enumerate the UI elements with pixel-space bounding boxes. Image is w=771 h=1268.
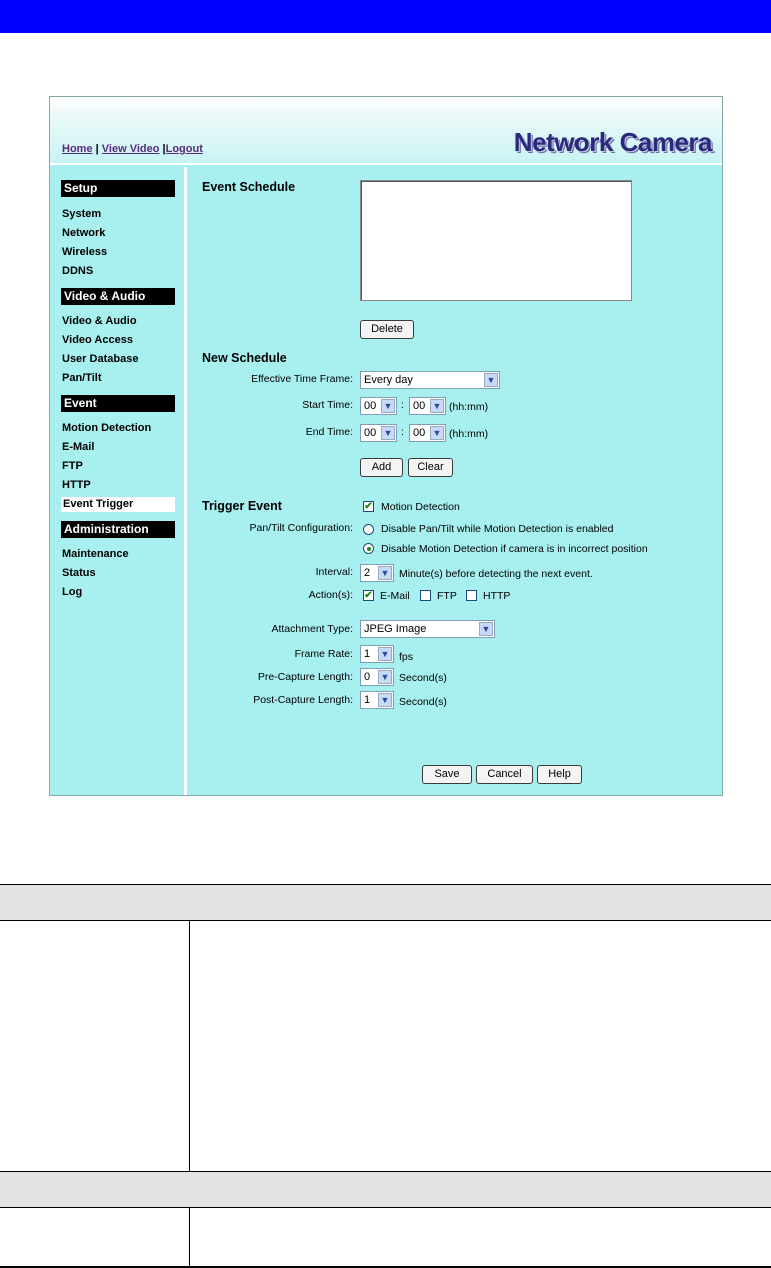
- view-video-link[interactable]: View Video: [101, 143, 160, 155]
- chevron-down-icon: ▼: [430, 399, 444, 413]
- http-action-label: HTTP: [483, 590, 511, 602]
- end-minute-select[interactable]: [409, 424, 446, 442]
- time-frame-select[interactable]: [360, 371, 500, 389]
- pre-capture-value: 0: [364, 671, 371, 683]
- start-minute-value: 00: [413, 400, 426, 412]
- post-capture-unit: Second(s): [399, 696, 447, 708]
- new-schedule-heading: New Schedule: [202, 351, 287, 365]
- end-time-label: End Time:: [305, 426, 353, 438]
- start-hour-select[interactable]: [360, 397, 397, 415]
- start-time-label: Start Time:: [302, 399, 353, 411]
- trigger-event-heading: Trigger Event: [202, 499, 282, 513]
- column-divider: [189, 1208, 190, 1266]
- header-nav: [62, 143, 203, 155]
- sidebar-item-email[interactable]: E-Mail: [62, 441, 95, 453]
- sidebar-item-ddns[interactable]: DDNS: [62, 265, 94, 277]
- column-divider: [189, 921, 190, 1171]
- start-hhmm-hint: (hh:mm): [449, 401, 489, 413]
- pre-capture-select[interactable]: [360, 668, 394, 686]
- ui-header: [50, 97, 722, 165]
- sidebar-item-network[interactable]: Network: [62, 227, 106, 239]
- pre-capture-unit: Second(s): [399, 672, 447, 684]
- actions-label: Action(s):: [308, 589, 353, 601]
- event-schedule-heading: Event Schedule: [202, 180, 296, 194]
- chevron-down-icon: ▼: [381, 426, 395, 440]
- table-header-row: [0, 884, 771, 921]
- ftp-action-label: FTP: [437, 590, 457, 602]
- sidebar-item-log[interactable]: Log: [62, 586, 83, 598]
- add-button[interactable]: Add: [360, 458, 403, 477]
- sidebar-item-motion-detection[interactable]: Motion Detection: [62, 422, 152, 434]
- sidebar-item-system[interactable]: System: [62, 208, 102, 220]
- section-video-audio: Video & Audio: [61, 288, 175, 305]
- end-hour-select[interactable]: [360, 424, 397, 442]
- start-minute-select[interactable]: [409, 397, 446, 415]
- chevron-down-icon: ▼: [378, 693, 392, 707]
- pan-tilt-option2-radio[interactable]: [363, 543, 374, 554]
- pan-tilt-option2-label: Disable Motion Detection if camera is in incorrect position: [381, 543, 648, 555]
- pre-capture-label: Pre-Capture Length:: [257, 671, 353, 683]
- interval-select[interactable]: [360, 564, 394, 582]
- delete-button[interactable]: Delete: [360, 320, 414, 339]
- sidebar: [50, 167, 187, 795]
- sidebar-item-user-database[interactable]: User Database: [62, 353, 139, 365]
- chevron-down-icon: ▼: [430, 426, 444, 440]
- end-hhmm-hint: (hh:mm): [449, 428, 489, 440]
- link-separator: |: [162, 143, 166, 155]
- motion-detection-label: Motion Detection: [381, 501, 460, 513]
- email-action-label: E-Mail: [380, 590, 410, 602]
- frame-rate-select[interactable]: [360, 645, 394, 663]
- chevron-down-icon: ▼: [381, 399, 395, 413]
- post-capture-select[interactable]: [360, 691, 394, 709]
- post-capture-value: 1: [364, 694, 371, 706]
- home-link[interactable]: Home: [62, 143, 93, 155]
- end-minute-value: 00: [413, 427, 426, 439]
- brand-logo: Network Camera: [513, 127, 712, 157]
- table-section-row: [0, 1171, 771, 1208]
- description-table: [0, 884, 771, 1268]
- section-event: Event: [61, 395, 175, 412]
- ftp-action-checkbox[interactable]: [420, 590, 431, 601]
- end-hour-value: 00: [364, 427, 377, 439]
- help-button[interactable]: Help: [537, 765, 582, 784]
- time-frame-value: Every day: [364, 374, 413, 386]
- attachment-type-select[interactable]: [360, 620, 495, 638]
- section-setup: Setup: [61, 180, 175, 197]
- logout-link[interactable]: Logout: [165, 143, 203, 155]
- frame-rate-value: 1: [364, 648, 371, 660]
- sidebar-item-maintenance[interactable]: Maintenance: [62, 548, 129, 560]
- time-colon: :: [401, 399, 404, 411]
- pan-tilt-option1-label: Disable Pan/Tilt while Motion Detection is enabled: [381, 523, 614, 535]
- start-hour-value: 00: [364, 400, 377, 412]
- attachment-type-value: JPEG Image: [364, 623, 427, 635]
- main-panel: [191, 167, 722, 795]
- save-button[interactable]: Save: [422, 765, 472, 784]
- link-separator: |: [95, 143, 99, 155]
- top-banner: [0, 0, 771, 33]
- interval-suffix: Minute(s) before detecting the next event.: [399, 568, 593, 580]
- sidebar-item-wireless[interactable]: Wireless: [62, 246, 108, 258]
- pan-tilt-option1-radio[interactable]: [363, 524, 374, 535]
- sidebar-item-http[interactable]: HTTP: [62, 479, 91, 491]
- chevron-down-icon: ▼: [484, 373, 498, 387]
- post-capture-label: Post-Capture Length:: [253, 694, 353, 706]
- sidebar-item-ftp[interactable]: FTP: [62, 460, 83, 472]
- chevron-down-icon: ▼: [378, 647, 392, 661]
- time-colon: :: [401, 426, 404, 438]
- motion-detection-checkbox[interactable]: ✔: [364, 501, 373, 512]
- sidebar-item-status[interactable]: Status: [62, 567, 96, 579]
- cancel-button[interactable]: Cancel: [476, 765, 533, 784]
- sidebar-item-event-trigger[interactable]: Event Trigger: [61, 497, 175, 512]
- interval-label: Interval:: [315, 566, 353, 578]
- sidebar-item-video-audio[interactable]: Video & Audio: [62, 315, 137, 327]
- time-frame-label: Effective Time Frame:: [251, 373, 353, 385]
- http-action-checkbox[interactable]: [466, 590, 477, 601]
- pan-tilt-config-label: Pan/Tilt Configuration:: [249, 522, 353, 534]
- attachment-type-label: Attachment Type:: [271, 623, 353, 635]
- chevron-down-icon: ▼: [378, 566, 392, 580]
- sidebar-item-video-access[interactable]: Video Access: [62, 334, 133, 346]
- frame-rate-unit: fps: [399, 651, 414, 663]
- email-action-checkbox[interactable]: ✔: [364, 590, 373, 601]
- chevron-down-icon: ▼: [479, 622, 493, 636]
- section-administration: Administration: [61, 521, 175, 538]
- camera-settings-window: [49, 96, 723, 796]
- interval-value: 2: [364, 567, 371, 579]
- chevron-down-icon: ▼: [378, 670, 392, 684]
- sidebar-item-pan-tilt[interactable]: Pan/Tilt: [62, 372, 102, 384]
- schedule-listbox[interactable]: [360, 180, 632, 301]
- frame-rate-label: Frame Rate:: [294, 648, 353, 660]
- clear-button[interactable]: Clear: [408, 458, 453, 477]
